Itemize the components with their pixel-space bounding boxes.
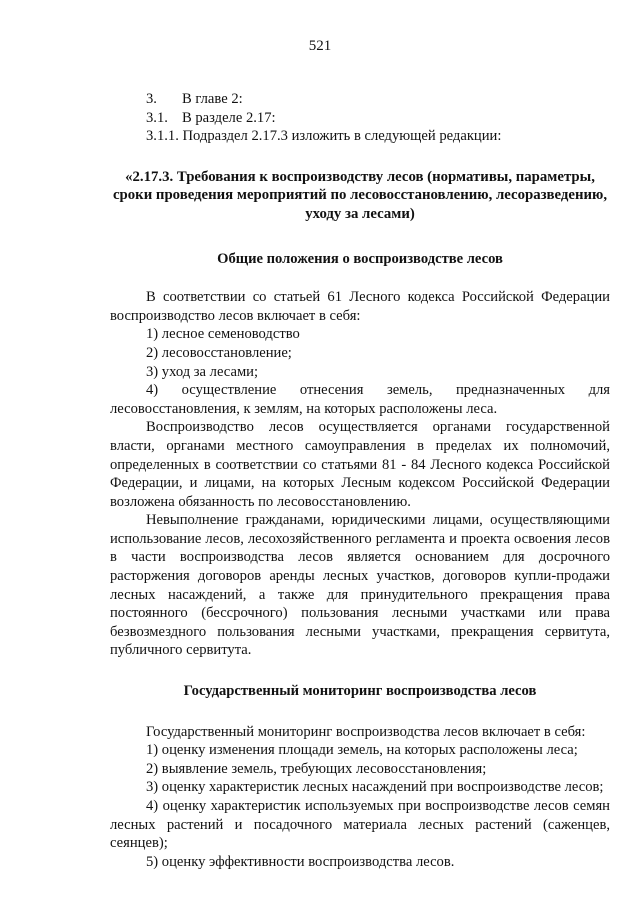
list-item: 2) лесовосстановление;	[146, 344, 292, 361]
list-item: 5) оценку эффективности воспроизводства лесов.	[146, 853, 455, 870]
section-heading-monitoring: Государственный мониторинг воспроизводства лесов	[183, 683, 537, 700]
intro-number: 3.1.1.	[146, 128, 179, 145]
section-heading-general: Общие положения о воспроизводстве лесов	[217, 250, 503, 267]
page-number: 521	[308, 38, 332, 54]
paragraph-lead: Государственный мониторинг воспроизводства лесов включает в себя:	[146, 723, 586, 740]
document-body	[110, 90, 610, 871]
intro-text: В главе 2:	[182, 91, 243, 107]
intro-item-3-1	[110, 109, 610, 128]
list-item: 3) оценку характеристик лесных насаждений при воспроизводстве лесов;	[146, 779, 604, 796]
intro-text: Подраздел 2.17.3 изложить в следующей редакции:	[182, 128, 502, 145]
intro-item-3-1-1	[110, 127, 610, 146]
list-item: 4) оценку характеристик используемых при воспроизводстве лесов семян лесных растений и посадочного материала лесных растений (саженцев, сеянцев);	[110, 798, 610, 852]
intro-item-3	[110, 90, 610, 109]
main-heading: «2.17.3. Требования к воспроизводству лесов (нормативы, параметры, сроки проведения мероприятий по лесовосстановлению, лесоразведению, уходу за лесами)	[112, 168, 608, 222]
intro-text: В разделе 2.17:	[182, 109, 276, 126]
list-item: 1) лесное семеноводство	[146, 326, 300, 343]
intro-number: 3.1.	[146, 109, 168, 126]
intro-number: 3.	[146, 91, 157, 107]
list-item: 3) уход за лесами;	[146, 363, 259, 380]
paragraph-lead: В соответствии со статьей 61 Лесного кодекса Российской Федерации воспроизводство лесов включает в себя:	[110, 289, 610, 324]
paragraph: Невыполнение гражданами, юридическими лицами, осуществляющими использование лесов, лесохозяйственного регламента и проекта освоения лесов в части воспроизводства лесов является основанием для досрочного расторжения договоров аренды лесных участков, договоров купли-продажи лесных насаждений, а также для принудительного прекращения права постоянного (бессрочного) пользования лесными участками или права безвозмездного пользования лесными участками, прекращения сервитута, публичного сервитута.	[110, 512, 610, 659]
list-item: 4) осуществление отнесения земель, предназначенных для лесовосстановления, к землям, на которых расположены леса.	[110, 382, 610, 417]
list-item: 2) выявление земель, требующих лесовосстановления;	[146, 760, 487, 777]
paragraph: Воспроизводство лесов осуществляется органами государственной власти, органами местного самоуправления в пределах их полномочий, определенных в соответствии со статьями 81 - 84 Лесного кодекса Российской Федерации, и лицами, на которых Лесным кодексом Российской Федерации возложена обязанность по лесовосстановлению.	[110, 419, 610, 510]
list-item: 1) оценку изменения площади земель, на которых расположены леса;	[146, 742, 578, 759]
